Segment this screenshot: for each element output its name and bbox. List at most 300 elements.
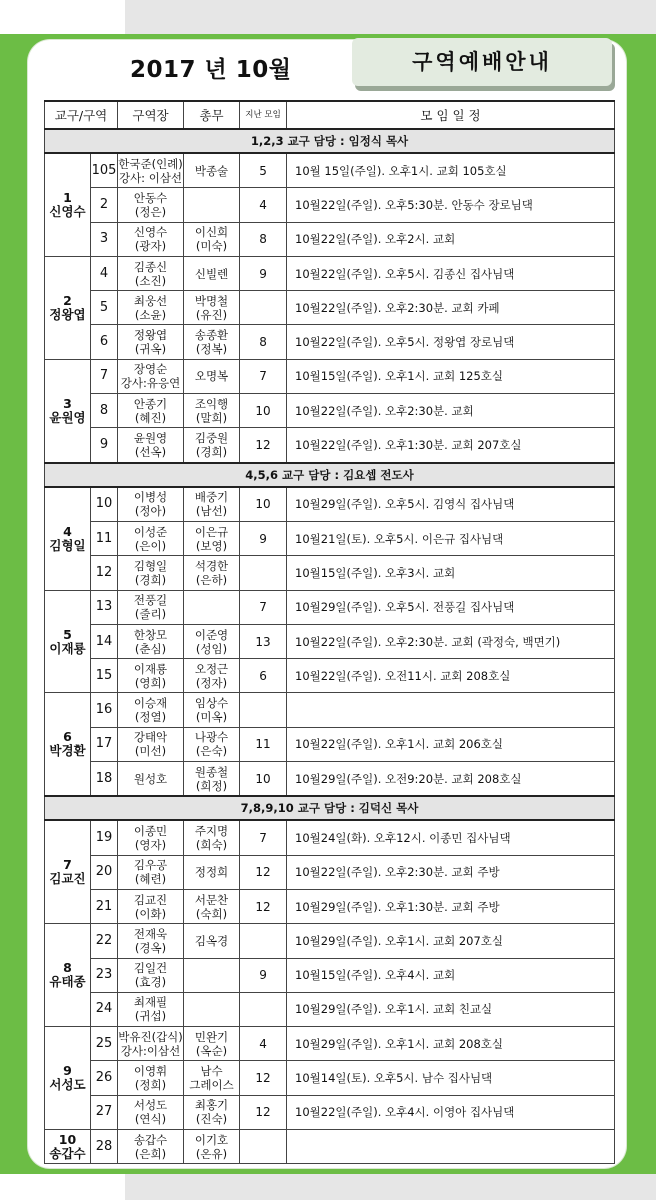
leader-line: 김일건 xyxy=(133,961,168,976)
leader-line: 한국준(인례) xyxy=(118,156,183,171)
table-row xyxy=(45,889,615,923)
table-row xyxy=(45,256,615,290)
leader-cell xyxy=(118,1061,184,1095)
staff-cell xyxy=(184,188,240,222)
leader-line: (미선) xyxy=(134,744,167,759)
last-meeting-count xyxy=(240,1130,287,1164)
last-meeting-count: 12 xyxy=(240,428,287,463)
leader-cell xyxy=(118,590,184,624)
leader-line: (은이) xyxy=(134,538,167,553)
meeting-schedule xyxy=(287,1130,615,1164)
staff-line: 이신희 xyxy=(194,225,229,240)
table-row xyxy=(45,394,615,428)
leader-line: 이영휘 xyxy=(133,1064,168,1079)
last-meeting-count: 12 xyxy=(240,1095,287,1129)
meeting-schedule: 10월22일(주일). 오후2:30분. 교회 xyxy=(287,394,615,428)
leader-cell xyxy=(118,556,184,590)
leader-cell xyxy=(118,659,184,693)
leader-line: 장영순 xyxy=(133,362,168,377)
district-cell xyxy=(45,487,91,590)
section-header-row xyxy=(45,463,615,487)
leader-line: (이화) xyxy=(134,906,167,921)
table-header-row xyxy=(45,101,615,129)
group-number: 2 xyxy=(91,188,118,222)
column-header: 총무 xyxy=(184,101,240,129)
table-row xyxy=(45,1130,615,1164)
staff-cell xyxy=(184,394,240,428)
group-number: 22 xyxy=(91,924,118,958)
group-number: 5 xyxy=(91,291,118,325)
leader-cell xyxy=(118,291,184,325)
schedule-table-wrap xyxy=(44,100,614,1164)
leader-line: (선옥) xyxy=(134,445,167,460)
staff-line: 송종환 xyxy=(194,328,229,343)
staff-cell xyxy=(184,222,240,256)
leader-cell xyxy=(118,256,184,290)
leader-cell xyxy=(118,762,184,797)
bottom-gray-strip xyxy=(125,1174,656,1200)
staff-line: (미숙) xyxy=(195,239,228,254)
staff-line: 조익행 xyxy=(194,396,229,411)
leader-line: 안종기 xyxy=(133,396,168,411)
group-number: 20 xyxy=(91,855,118,889)
leader-cell xyxy=(118,325,184,359)
leader-line: 강사: 이삼선 xyxy=(118,170,183,185)
last-meeting-count: 12 xyxy=(240,855,287,889)
district-number: 5 xyxy=(63,626,72,642)
leader-line: (정희) xyxy=(134,1078,167,1093)
last-meeting-count: 9 xyxy=(240,256,287,290)
staff-cell xyxy=(184,624,240,658)
staff-cell xyxy=(184,325,240,359)
meeting-schedule: 10월15일(주일). 오후4시. 교회 xyxy=(287,958,615,992)
leader-cell xyxy=(118,521,184,555)
staff-cell xyxy=(184,359,240,393)
staff-cell xyxy=(184,727,240,761)
table-row xyxy=(45,1027,615,1061)
staff-line: 이기호 xyxy=(194,1132,229,1147)
staff-line: 나광수 xyxy=(194,730,229,745)
leader-line: (정은) xyxy=(134,204,167,219)
column-header: 교구/구역 xyxy=(45,101,118,129)
leader-line: (연식) xyxy=(134,1112,167,1127)
staff-cell xyxy=(184,556,240,590)
leader-line: (혜진) xyxy=(134,410,167,425)
leader-line: 신영수 xyxy=(133,225,168,240)
district-number: 2 xyxy=(63,292,72,308)
district-name: 이재룡 xyxy=(49,640,86,656)
leader-cell xyxy=(118,188,184,222)
leader-line: (혜련) xyxy=(134,872,167,887)
district-cell xyxy=(45,590,91,693)
section-title: 7,8,9,10 교구 담당 : 김덕신 목사 xyxy=(45,796,615,820)
group-number: 13 xyxy=(91,590,118,624)
leader-cell xyxy=(118,1027,184,1061)
district-name: 윤원영 xyxy=(49,409,86,425)
staff-cell xyxy=(184,1061,240,1095)
staff-line: (진숙) xyxy=(195,1112,228,1127)
leader-cell xyxy=(118,624,184,658)
staff-line: (말희) xyxy=(195,410,228,425)
group-number: 18 xyxy=(91,762,118,797)
leader-line: 원성호 xyxy=(133,771,168,786)
table-row xyxy=(45,992,615,1026)
staff-line: 주지명 xyxy=(194,823,229,838)
leader-line: (정열) xyxy=(134,710,167,725)
last-meeting-count: 13 xyxy=(240,624,287,658)
group-number: 11 xyxy=(91,521,118,555)
group-number: 15 xyxy=(91,659,118,693)
leader-line: (귀섭) xyxy=(134,1009,167,1024)
table-row xyxy=(45,556,615,590)
staff-line: 원종철 xyxy=(194,764,229,779)
meeting-schedule: 10월29일(주일). 오후1시. 교회 친교실 xyxy=(287,992,615,1026)
group-number: 26 xyxy=(91,1061,118,1095)
staff-cell xyxy=(184,820,240,855)
meeting-schedule: 10월22일(주일). 오전11시. 교회 208호실 xyxy=(287,659,615,693)
staff-line: 민완기 xyxy=(194,1029,229,1044)
leader-line: (영희) xyxy=(134,675,167,690)
group-number: 4 xyxy=(91,256,118,290)
group-number: 7 xyxy=(91,359,118,393)
group-number: 27 xyxy=(91,1095,118,1129)
leader-cell xyxy=(118,153,184,188)
staff-cell xyxy=(184,693,240,727)
district-name: 박경환 xyxy=(49,743,86,759)
leader-line: 김형일 xyxy=(133,558,168,573)
table-row xyxy=(45,958,615,992)
leader-cell xyxy=(118,394,184,428)
staff-cell xyxy=(184,762,240,797)
group-number: 28 xyxy=(91,1130,118,1164)
meeting-schedule: 10월29일(주일). 오전9:20분. 교회 208호실 xyxy=(287,762,615,797)
staff-line: 신빌렌 xyxy=(194,266,229,281)
staff-line: 이은규 xyxy=(194,524,229,539)
last-meeting-count: 4 xyxy=(240,188,287,222)
last-meeting-count xyxy=(240,924,287,958)
table-row xyxy=(45,762,615,797)
leader-cell xyxy=(118,958,184,992)
last-meeting-count: 7 xyxy=(240,820,287,855)
leader-line: (경희) xyxy=(134,572,167,587)
leader-line: 한창모 xyxy=(133,627,168,642)
table-row xyxy=(45,325,615,359)
meeting-schedule: 10월22일(주일). 오후2:30분. 교회 카페 xyxy=(287,291,615,325)
staff-cell xyxy=(184,992,240,1026)
leader-line: 전재욱 xyxy=(133,926,168,941)
leader-line: 이성준 xyxy=(133,524,168,539)
district-cell xyxy=(45,1130,91,1164)
staff-line: 정정희 xyxy=(194,865,229,880)
leader-cell xyxy=(118,359,184,393)
district-name: 송갑수 xyxy=(49,1145,86,1161)
district-name: 김형일 xyxy=(49,537,86,553)
district-cell xyxy=(45,1027,91,1130)
leader-cell xyxy=(118,1095,184,1129)
group-number: 19 xyxy=(91,820,118,855)
staff-line: (숙희) xyxy=(195,906,228,921)
group-number: 23 xyxy=(91,958,118,992)
last-meeting-count: 12 xyxy=(240,889,287,923)
group-number: 24 xyxy=(91,992,118,1026)
last-meeting-count xyxy=(240,556,287,590)
last-meeting-count: 10 xyxy=(240,487,287,522)
table-row xyxy=(45,924,615,958)
table-row xyxy=(45,1061,615,1095)
leader-cell xyxy=(118,924,184,958)
district-number: 8 xyxy=(63,960,72,976)
district-cell xyxy=(45,359,91,462)
leader-cell xyxy=(118,992,184,1026)
staff-cell xyxy=(184,1130,240,1164)
last-meeting-count xyxy=(240,693,287,727)
table-row xyxy=(45,590,615,624)
district-number: 3 xyxy=(63,395,72,411)
meeting-schedule: 10월29일(주일). 오후5시. 김영식 집사님댁 xyxy=(287,487,615,522)
group-number: 10 xyxy=(91,487,118,522)
last-meeting-count: 8 xyxy=(240,325,287,359)
section-header-row xyxy=(45,796,615,820)
staff-line: 박종술 xyxy=(194,163,229,178)
group-number: 17 xyxy=(91,727,118,761)
meeting-schedule: 10월14일(토). 오후5시. 남수 집사님댁 xyxy=(287,1061,615,1095)
meeting-schedule: 10월22일(주일). 오후5시. 김종신 집사님댁 xyxy=(287,256,615,290)
district-cell xyxy=(45,924,91,1027)
staff-line: (성임) xyxy=(195,641,228,656)
staff-cell xyxy=(184,924,240,958)
meeting-schedule: 10월22일(주일). 오후4시. 이영아 집사님댁 xyxy=(287,1095,615,1129)
table-row xyxy=(45,153,615,188)
staff-line: 최홍기 xyxy=(194,1098,229,1113)
district-cell xyxy=(45,153,91,256)
leader-line: 이종민 xyxy=(133,823,168,838)
staff-line: (은숙) xyxy=(195,744,228,759)
last-meeting-count: 5 xyxy=(240,153,287,188)
last-meeting-count xyxy=(240,992,287,1026)
page-title: 2017 년 10월 xyxy=(130,57,292,83)
staff-line: (온유) xyxy=(195,1146,228,1161)
leader-line: (귀옥) xyxy=(134,342,167,357)
staff-line: (옥순) xyxy=(195,1043,228,1058)
leader-cell xyxy=(118,889,184,923)
leader-line: 정왕엽 xyxy=(133,328,168,343)
leader-line: 최재필 xyxy=(133,995,168,1010)
table-row xyxy=(45,359,615,393)
staff-cell xyxy=(184,521,240,555)
meeting-schedule: 10월22일(주일). 오후1:30분. 교회 207호실 xyxy=(287,428,615,463)
group-number: 105 xyxy=(91,153,118,188)
column-header: 모 임 일 정 xyxy=(287,101,615,129)
last-meeting-count: 9 xyxy=(240,958,287,992)
leader-line: (춘심) xyxy=(134,641,167,656)
staff-line: (남선) xyxy=(195,504,228,519)
staff-line: (은하) xyxy=(195,572,228,587)
district-cell xyxy=(45,693,91,796)
leader-cell xyxy=(118,693,184,727)
meeting-schedule: 10월29일(주일). 오후5시. 전풍길 집사님댁 xyxy=(287,590,615,624)
section-header-row xyxy=(45,129,615,153)
meeting-schedule: 10월24일(화). 오후12시. 이종민 집사님댁 xyxy=(287,820,615,855)
last-meeting-count: 6 xyxy=(240,659,287,693)
staff-line: 석경한 xyxy=(194,558,229,573)
meeting-schedule: 10월21일(토). 오후5시. 이은규 집사님댁 xyxy=(287,521,615,555)
district-name: 서성도 xyxy=(49,1077,86,1093)
staff-cell xyxy=(184,1027,240,1061)
last-meeting-count: 7 xyxy=(240,590,287,624)
district-name: 정왕엽 xyxy=(49,306,86,322)
staff-line: (경희) xyxy=(195,445,228,460)
staff-line: (정자) xyxy=(195,675,228,690)
meeting-schedule: 10월22일(주일). 오후2:30분. 교회 주방 xyxy=(287,855,615,889)
meeting-schedule: 10월22일(주일). 오후2시. 교회 xyxy=(287,222,615,256)
leader-line: 김교진 xyxy=(133,892,168,907)
district-number: 4 xyxy=(63,523,72,539)
staff-line: 임상수 xyxy=(194,696,229,711)
group-number: 8 xyxy=(91,394,118,428)
section-title: 4,5,6 교구 담당 : 김요셉 전도사 xyxy=(45,463,615,487)
leader-line: 이병성 xyxy=(133,490,168,505)
table-row xyxy=(45,188,615,222)
table-row xyxy=(45,222,615,256)
leader-cell xyxy=(118,727,184,761)
leader-line: (은희) xyxy=(134,1146,167,1161)
staff-line: (희숙) xyxy=(195,837,228,852)
last-meeting-count: 10 xyxy=(240,394,287,428)
leader-line: (소진) xyxy=(134,273,167,288)
leader-line: (소윤) xyxy=(134,307,167,322)
leader-line: 전풍길 xyxy=(133,593,168,608)
leader-line: 강사:유응연 xyxy=(120,376,181,391)
district-name: 김교진 xyxy=(49,871,86,887)
group-number: 3 xyxy=(91,222,118,256)
group-number: 25 xyxy=(91,1027,118,1061)
column-header: 구역장 xyxy=(118,101,184,129)
leader-line: 박유진(갑식) xyxy=(118,1029,183,1044)
leader-line: 이재룡 xyxy=(133,661,168,676)
meeting-schedule: 10월22일(주일). 오후1시. 교회 206호실 xyxy=(287,727,615,761)
staff-line: 이준영 xyxy=(194,627,229,642)
district-number: 6 xyxy=(63,729,72,745)
leader-line: 송갑수 xyxy=(133,1132,168,1147)
staff-cell xyxy=(184,291,240,325)
district-cell xyxy=(45,820,91,923)
schedule-table xyxy=(44,100,615,1164)
district-number: 10 xyxy=(58,1131,77,1147)
top-gray-strip xyxy=(125,0,656,34)
staff-line: 김옥경 xyxy=(194,933,229,948)
district-number: 7 xyxy=(63,857,72,873)
leader-line: 강태악 xyxy=(133,730,168,745)
last-meeting-count: 11 xyxy=(240,727,287,761)
staff-line: (미옥) xyxy=(195,710,228,725)
meeting-schedule: 10월15일(주일). 오후1시. 교회 125호실 xyxy=(287,359,615,393)
column-header: 지난 모임 xyxy=(240,101,287,129)
last-meeting-count: 12 xyxy=(240,1061,287,1095)
table-row xyxy=(45,820,615,855)
leader-line: (효경) xyxy=(134,975,167,990)
district-name: 유태종 xyxy=(49,974,86,990)
leader-line: 최웅선 xyxy=(133,293,168,308)
staff-line: (희정) xyxy=(195,778,228,793)
leader-line: (경옥) xyxy=(134,940,167,955)
last-meeting-count xyxy=(240,291,287,325)
staff-line: (보영) xyxy=(195,538,228,553)
meeting-schedule: 10월22일(주일). 오후2:30분. 교회 (곽정숙, 백면기) xyxy=(287,624,615,658)
staff-line: 오정근 xyxy=(194,661,229,676)
staff-cell xyxy=(184,855,240,889)
last-meeting-count: 7 xyxy=(240,359,287,393)
group-number: 14 xyxy=(91,624,118,658)
district-number: 9 xyxy=(63,1063,72,1079)
staff-cell xyxy=(184,428,240,463)
leader-line: (영자) xyxy=(134,837,167,852)
staff-cell xyxy=(184,659,240,693)
staff-line: (유진) xyxy=(195,307,228,322)
staff-cell xyxy=(184,487,240,522)
staff-line: 그레이스 xyxy=(189,1078,234,1093)
staff-line: 김중원 xyxy=(194,431,229,446)
staff-cell xyxy=(184,590,240,624)
staff-cell xyxy=(184,153,240,188)
meeting-schedule: 10월29일(주일). 오후1시. 교회 207호실 xyxy=(287,924,615,958)
last-meeting-count: 10 xyxy=(240,762,287,797)
table-row xyxy=(45,291,615,325)
table-row xyxy=(45,727,615,761)
last-meeting-count: 4 xyxy=(240,1027,287,1061)
staff-line: (정복) xyxy=(195,342,228,357)
table-row xyxy=(45,428,615,463)
district-cell xyxy=(45,256,91,359)
last-meeting-count: 9 xyxy=(240,521,287,555)
meeting-schedule: 10월15일(주일). 오후3시. 교회 xyxy=(287,556,615,590)
group-number: 21 xyxy=(91,889,118,923)
district-name: 신영수 xyxy=(49,203,86,219)
leader-line: (정아) xyxy=(134,504,167,519)
staff-line: 남수 xyxy=(200,1064,223,1079)
leader-line: 김우공 xyxy=(133,858,168,873)
meeting-schedule: 10월22일(주일). 오후5시. 정왕엽 장로님댁 xyxy=(287,325,615,359)
district-number: 1 xyxy=(63,189,72,205)
leader-line: 김종신 xyxy=(133,259,168,274)
group-number: 9 xyxy=(91,428,118,463)
meeting-schedule: 10월29일(주일). 오후1시. 교회 208호실 xyxy=(287,1027,615,1061)
table-row xyxy=(45,487,615,522)
meeting-schedule: 10월22일(주일). 오후5:30분. 안동수 장로님댁 xyxy=(287,188,615,222)
leader-line: (광자) xyxy=(134,239,167,254)
section-title: 1,2,3 교구 담당 : 임정식 목사 xyxy=(45,129,615,153)
leader-cell xyxy=(118,1130,184,1164)
leader-line: 안동수 xyxy=(133,190,168,205)
title-tag: 구역예배안내 xyxy=(352,38,612,86)
staff-cell xyxy=(184,1095,240,1129)
last-meeting-count: 8 xyxy=(240,222,287,256)
staff-cell xyxy=(184,889,240,923)
leader-line: 강사:이삼선 xyxy=(120,1043,181,1058)
leader-line: 서성도 xyxy=(133,1098,168,1113)
leader-cell xyxy=(118,428,184,463)
meeting-schedule: 10월 15일(주일). 오후1시. 교회 105호실 xyxy=(287,153,615,188)
table-row xyxy=(45,693,615,727)
leader-line: 이승재 xyxy=(133,696,168,711)
staff-line: 박명철 xyxy=(194,293,229,308)
leader-line: 윤원영 xyxy=(133,431,168,446)
table-row xyxy=(45,521,615,555)
staff-line: 서문찬 xyxy=(194,892,229,907)
group-number: 12 xyxy=(91,556,118,590)
leader-line: (줄리) xyxy=(134,607,167,622)
table-row xyxy=(45,1095,615,1129)
staff-line: 오명복 xyxy=(194,369,229,384)
